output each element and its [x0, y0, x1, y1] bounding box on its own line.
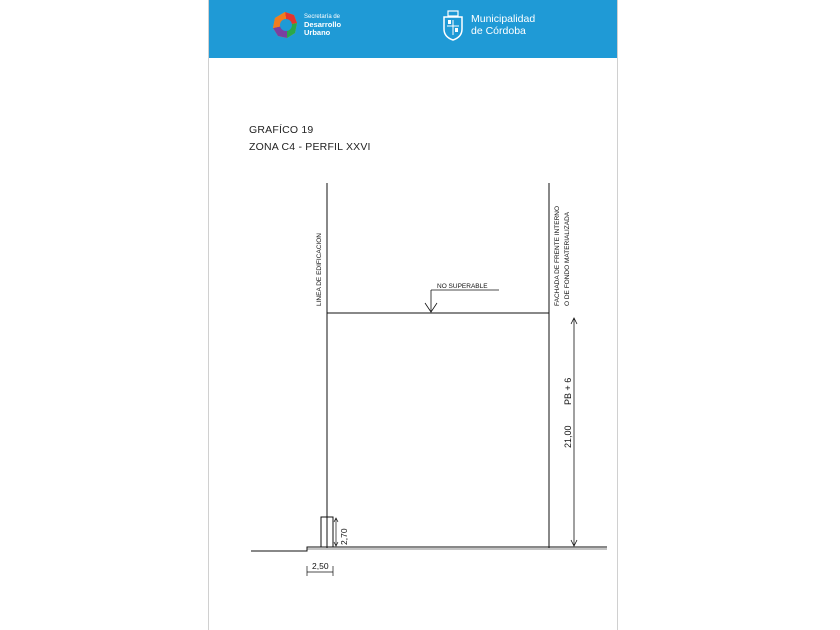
document-title: GRAFÍCO 19: [249, 124, 314, 136]
dim-small-height-value: 2,70: [339, 528, 349, 545]
dim-small-width-value: 2,50: [312, 561, 329, 571]
ground-hatch: [251, 549, 607, 551]
dim-height-value: 21,00: [563, 425, 573, 448]
small-height-dimension: [334, 518, 338, 546]
no-superable-marker: [425, 290, 499, 312]
document-page: [208, 0, 618, 630]
label-fachada-2: O DE FONDO MATERIALIZADA: [564, 211, 571, 306]
secretaria-line1: Secretaría de: [304, 14, 341, 20]
secretaria-line2: Desarrollo: [304, 20, 342, 29]
section-diagram: [209, 0, 617, 630]
dim-floors-value: PB + 6: [563, 377, 573, 405]
municipalidad-line1: Municipalidad: [471, 13, 536, 25]
label-fachada-1: FACHADA DE FRENTE INTERNO: [554, 205, 561, 306]
label-linea-edificacion: LINEA DE EDIFICACION: [316, 233, 323, 306]
label-no-superable: NO SUPERABLE: [437, 283, 488, 290]
document-subtitle: ZONA C4 - PERFIL XXVI: [249, 141, 371, 153]
secretaria-line3: Urbano: [304, 28, 331, 37]
municipalidad-line2: de Córdoba: [471, 25, 526, 37]
